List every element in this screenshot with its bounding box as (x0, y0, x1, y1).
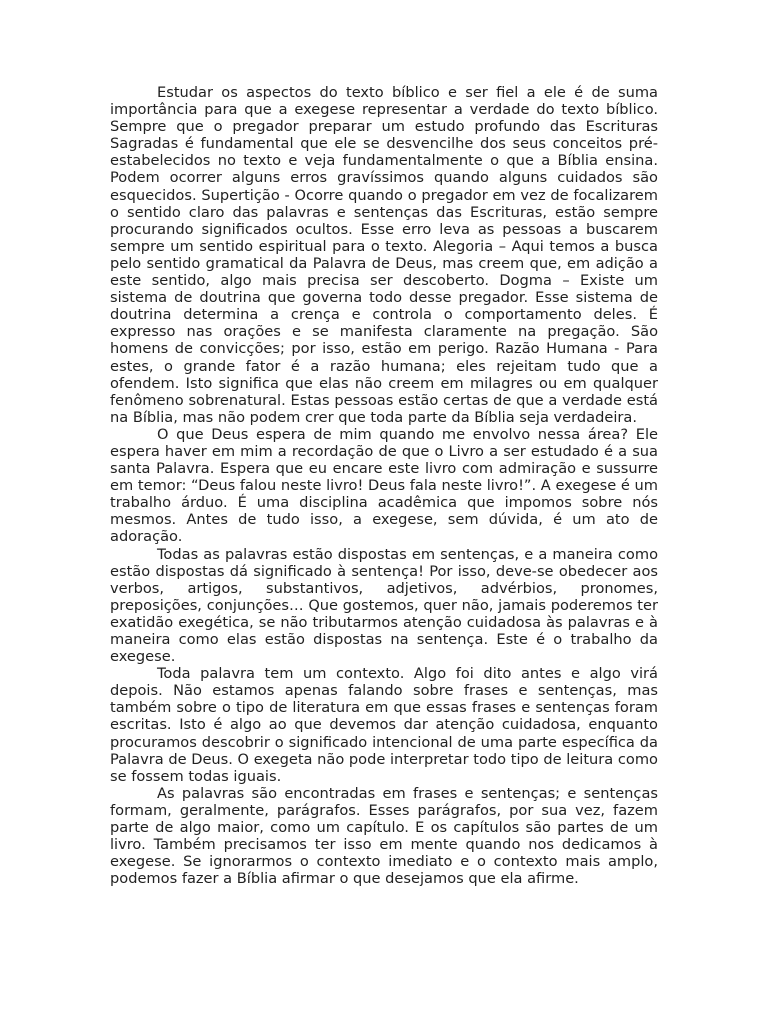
paragraph: Todas as palavras estão dispostas em sentenças, e a maneira como estão dispostas dá significado à sentença! Por isso, deve-se obedecer aos verbos, artigos, substantivos, adjetivos, advérbios, pronomes, preposições, conjunções… Que gostemos, quer não, jamais poderemos ter exatidão exegética, se não tributarmos atenção cuidadosa às palavras e à maneira como elas estão dispostas na sentença. Este é o trabalho da exegese. (110, 545, 658, 666)
paragraph: As palavras são encontradas em frases e sentenças; e sentenças formam, geralmente, parágrafos. Esses parágrafos, por sua vez, fazem parte de algo maior, como um capítulo. E os capítulos são partes de um livro. Também precisamos ter isso em mente quando nos dedicamos à exegese. Se ignorarmos o contexto imediato e o contexto mais amplo, podemos fazer a Bíblia afirmar o que desejamos que ela afirme. (110, 784, 658, 888)
paragraph: O que Deus espera de mim quando me envolvo nessa área? Ele espera haver em mim a recordação de que o Livro a ser estudado é a sua santa Palavra. Espera que eu encare este livro com admiração e sussurre em temor: “Deus falou neste livro! Deus fala neste livro!”. A exegese é um trabalho árduo. É uma disciplina acadêmica que impomos sobre nós mesmos. Antes de tudo isso, a exegese, sem dúvida, é um ato de adoração. (110, 425, 658, 546)
paragraph: Estudar os aspectos do texto bíblico e ser fiel a ele é de suma importância para que a exegese representar a verdade do texto bíblico. Sempre que o pregador preparar um estudo profundo das Escrituras Sagradas é fundamental que ele se desvencilhe dos seus conceitos pré-estabelecidos no texto e veja fundamentalmente o que a Bíblia ensina. Podem ocorrer alguns erros gravíssimos quando alguns cuidados são esquecidos. Supertição - Ocorre quando o pregador em vez de focalizarem o sentido claro das palavras e sentenças das Escrituras, estão sempre procurando significados ocultos. Esse erro leva as pessoas a buscarem sempre um sentido espiritual para o texto. Alegoria – Aqui temos a busca pelo sentido gramatical da Palavra de Deus, mas creem que, em adição a este sentido, algo mais precisa ser descoberto. Dogma – Existe um sistema de doutrina que governa todo desse pregador. Esse sistema de doutrina determina a crença e controla o comportamento deles. É expresso nas orações e se manifesta claramente na pregação. São homens de convicções; por isso, estão em perigo. Razão Humana - Para estes, o grande fator é a razão humana; eles rejeitam tudo que a ofendem. Isto significa que elas não creem em milagres ou em qualquer fenômeno sobrenatural. Estas pessoas estão certas de que a verdade está na Bíblia, mas não podem crer que toda parte da Bíblia seja verdadeira. (110, 84, 658, 426)
paragraph: Toda palavra tem um contexto. Algo foi dito antes e algo virá depois. Não estamos apenas falando sobre frases e sentenças, mas também sobre o tipo de literatura em que essas frases e sentenças foram escritas. Isto é algo ao que devemos dar atenção cuidadosa, enquanto procuramos descobrir o significado intencional de uma parte específica da Palavra de Deus. O exegeta não pode interpretar todo tipo de leitura como se fossem todas iguais. (110, 665, 658, 785)
document-page (110, 84, 658, 887)
